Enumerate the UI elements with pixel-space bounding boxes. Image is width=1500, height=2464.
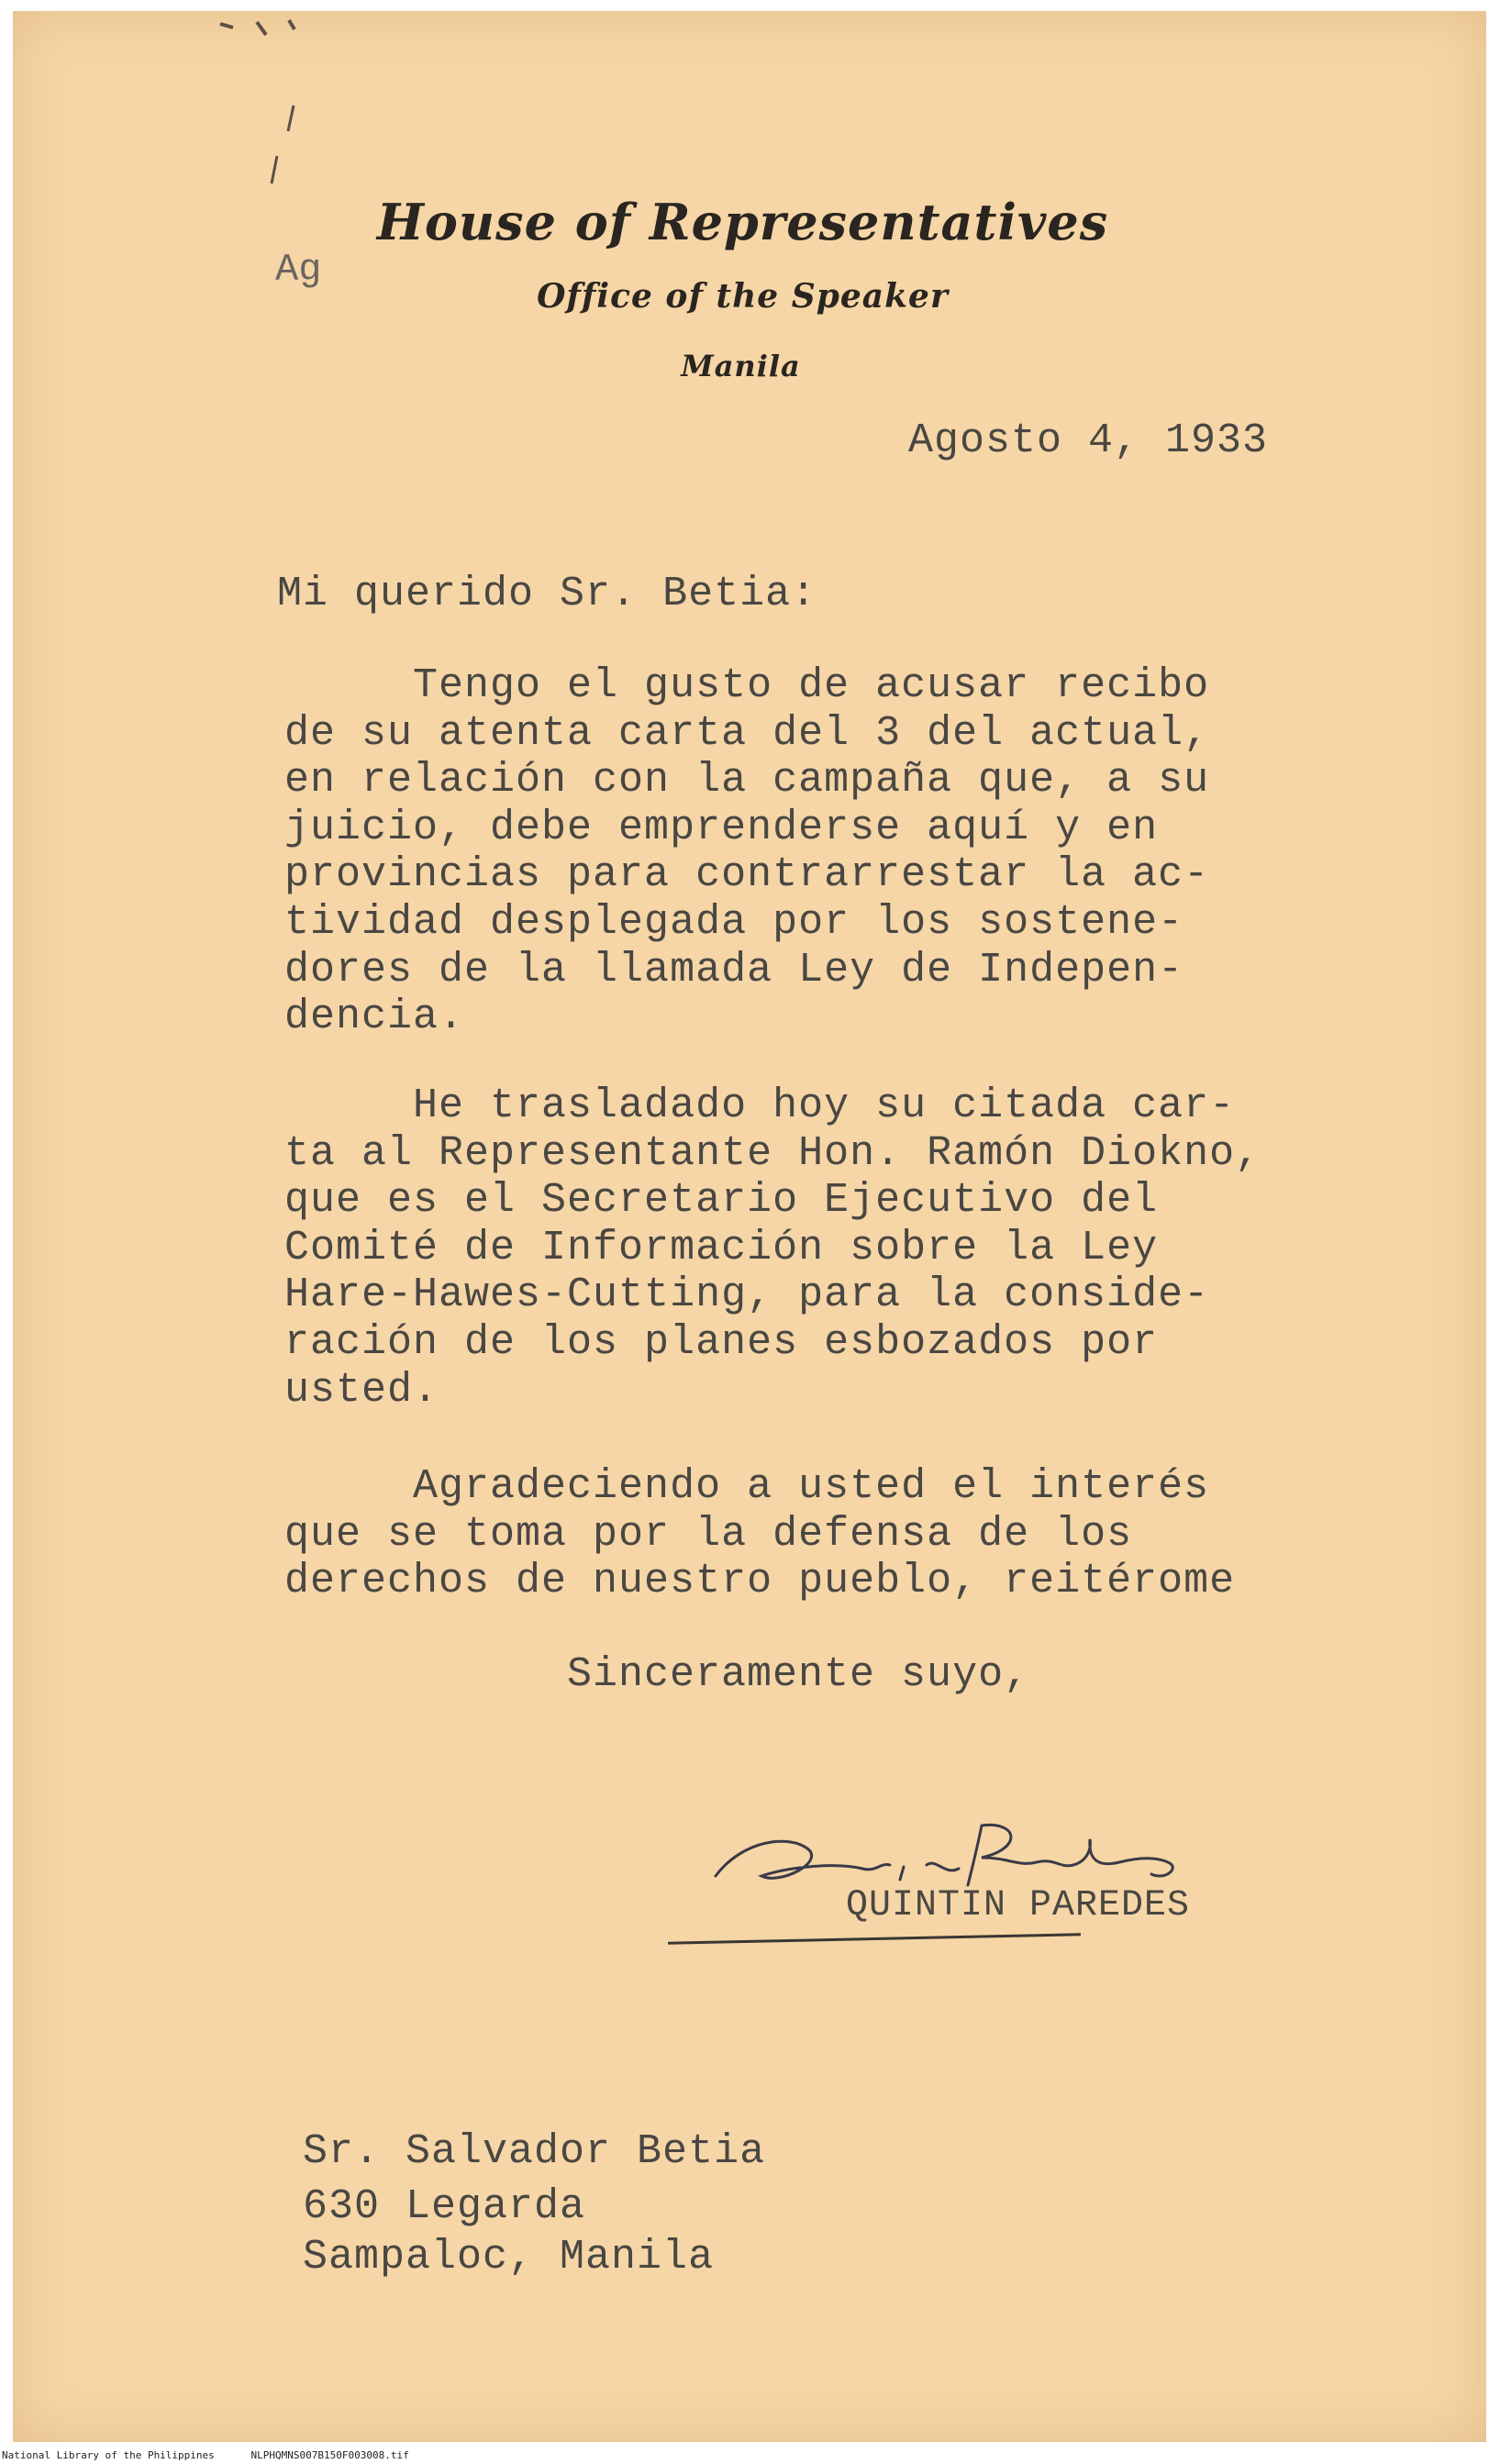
letter-date: Agosto 4, 1933 bbox=[908, 417, 1269, 464]
typist-initials: Ag bbox=[275, 248, 322, 292]
paragraph-line: dores de la llamada Ley de Indepen- bbox=[284, 946, 1184, 993]
letterhead-title: House of Representatives bbox=[376, 193, 1109, 251]
paragraph-line: que se toma por la defensa de los bbox=[284, 1510, 1133, 1558]
paragraph-line: ta al Representante Hon. Ramón Diokno, bbox=[284, 1129, 1261, 1177]
letterhead-office: Office of the Speaker bbox=[537, 277, 949, 316]
paragraph-line: usted. bbox=[284, 1366, 439, 1414]
paragraph-line: dencia. bbox=[284, 993, 465, 1041]
archive-footer: National Library of the Philippines NLPHQMNS007B150F003008.tif bbox=[2, 2449, 409, 2461]
paragraph-line: que es el Secretario Ejecutivo del bbox=[284, 1177, 1159, 1225]
address-line-2: 630 Legarda bbox=[303, 2183, 586, 2230]
paragraph-line: provincias para contrarrestar la ac- bbox=[284, 851, 1210, 899]
paragraph-line: Agradeciendo a usted el interés bbox=[284, 1463, 1210, 1510]
paragraph-line: Comité de Información sobre la Ley bbox=[284, 1224, 1159, 1271]
letterhead-city: Manila bbox=[681, 349, 801, 383]
paragraph-line: Tengo el gusto de acusar recibo bbox=[284, 662, 1210, 709]
paragraph-3 bbox=[284, 1463, 1235, 1605]
address-line-1: Sr. Salvador Betia bbox=[303, 2128, 766, 2175]
paragraph-2 bbox=[284, 1082, 1261, 1414]
paragraph-line: juicio, debe emprenderse aquí y en bbox=[284, 804, 1159, 851]
ink-marks bbox=[202, 18, 385, 193]
paragraph-line: Hare-Hawes-Cutting, para la conside- bbox=[284, 1271, 1210, 1319]
paragraph-1 bbox=[284, 662, 1209, 1041]
paragraph-line: derechos de nuestro pueblo, reitérome bbox=[284, 1558, 1236, 1605]
closing: Sinceramente suyo, bbox=[567, 1651, 1030, 1698]
paragraph-line: He trasladado hoy su citada car- bbox=[284, 1082, 1236, 1129]
paragraph-line: tividad desplegada por los sostene- bbox=[284, 898, 1184, 946]
paragraph-line: de su atenta carta del 3 del actual, bbox=[284, 709, 1210, 757]
paragraph-line: ración de los planes esbozados por bbox=[284, 1318, 1159, 1366]
signature-name: QUINTIN PAREDES bbox=[846, 1885, 1191, 1926]
address-line-3: Sampaloc, Manila bbox=[303, 2234, 715, 2281]
salutation: Mi querido Sr. Betia: bbox=[277, 571, 817, 617]
paragraph-line: en relación con la campaña que, a su bbox=[284, 757, 1210, 805]
